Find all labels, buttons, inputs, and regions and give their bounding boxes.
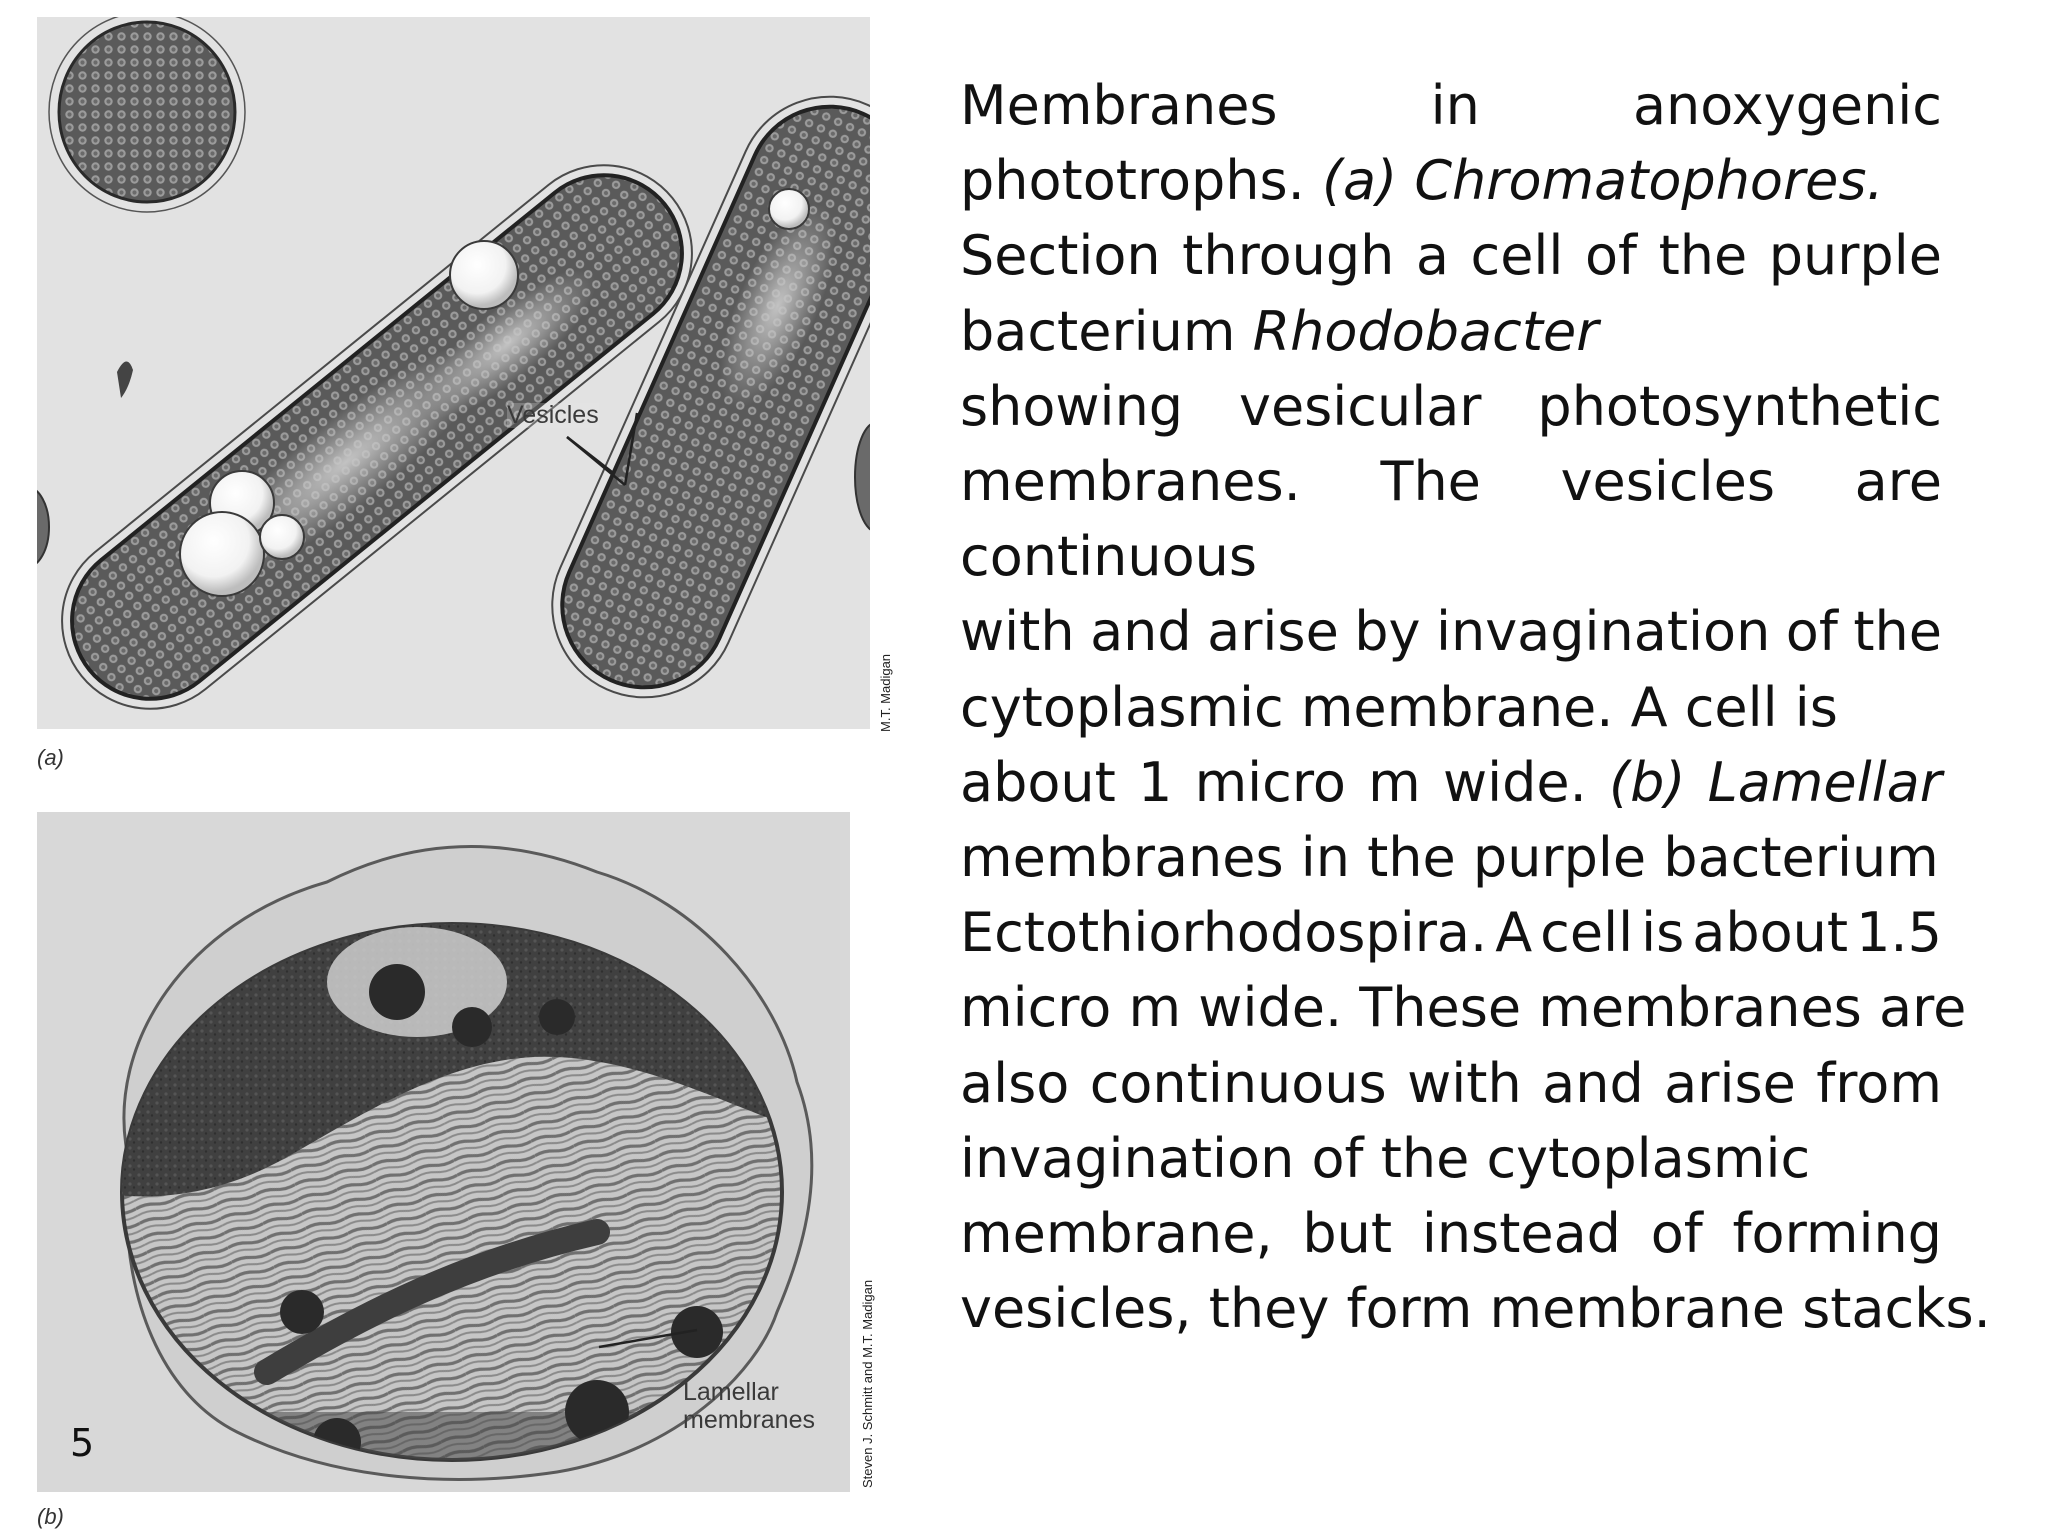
caption-line-4 xyxy=(960,294,1942,369)
caption-italic-word: 1.5 xyxy=(1856,901,1942,965)
caption-word: by xyxy=(1354,600,1421,664)
caption-line-7: continuous xyxy=(960,525,1257,589)
caption-line-14 xyxy=(960,1046,1942,1121)
caption-word: of xyxy=(1584,224,1638,288)
caption-word: with xyxy=(1407,1051,1522,1115)
caption-word: instead xyxy=(1421,1202,1621,1266)
caption-italic-text: Rhodobacter xyxy=(1252,299,1599,363)
caption-word: forming xyxy=(1732,1202,1942,1266)
caption-word: but xyxy=(1302,1202,1393,1266)
caption-line-6 xyxy=(960,444,1942,519)
caption-text: phototrophs. xyxy=(960,149,1322,213)
caption-italic-word: (b) xyxy=(1609,750,1686,814)
caption-word: in xyxy=(1430,74,1480,137)
caption-word: the xyxy=(1658,224,1748,288)
caption-word: Section xyxy=(960,224,1161,288)
caption-word: the xyxy=(1853,600,1942,664)
caption-line-9: cytoplasmic membrane. A cell is xyxy=(960,675,1838,739)
caption-word: a xyxy=(1415,224,1449,288)
lamellar-membranes-label xyxy=(683,1378,815,1434)
caption-line-3 xyxy=(960,218,1942,293)
caption-line-16 xyxy=(960,1196,1942,1271)
caption-text: bacterium xyxy=(960,299,1253,363)
caption-word: m xyxy=(1368,750,1421,814)
caption-word: anoxygenic xyxy=(1632,74,1942,137)
caption-italic-word: Ectothiorhodospira. xyxy=(960,901,1488,965)
caption-word: continuous xyxy=(1089,1051,1387,1115)
slide-number: 5 xyxy=(70,1421,95,1465)
lamellar-label-line2: membranes xyxy=(683,1406,815,1434)
caption-word: arise xyxy=(1207,600,1339,664)
figure-caption xyxy=(960,68,1991,1346)
credit-panel-b: Steven J. Schmitt and M.T. Madigan xyxy=(860,1279,875,1488)
caption-word: membrane, xyxy=(960,1202,1273,1266)
caption-word: vesicular xyxy=(1238,374,1482,438)
caption-line-12 xyxy=(960,895,1942,970)
caption-word: through xyxy=(1182,224,1395,288)
caption-line-15: invagination of the cytoplasmic xyxy=(960,1126,1811,1190)
chromatophores-micrograph xyxy=(37,17,870,729)
caption-italic-word: about xyxy=(1692,901,1849,965)
caption-line-10 xyxy=(960,745,1942,820)
caption-italic-text: (a) Chromatophores. xyxy=(1321,149,1884,213)
panel-b-label: (b) xyxy=(37,1504,64,1529)
caption-line-5 xyxy=(960,369,1942,444)
caption-word: also xyxy=(960,1051,1070,1115)
caption-word: and xyxy=(1542,1051,1644,1115)
caption-word: of xyxy=(1785,600,1838,664)
caption-word: with xyxy=(960,600,1075,664)
credit-panel-a: M.T. Madigan xyxy=(878,653,893,732)
caption-word: 1 xyxy=(1138,750,1173,814)
caption-word: are xyxy=(1854,450,1942,514)
caption-italic-word: Lamellar xyxy=(1707,750,1942,814)
caption-word: cell xyxy=(1470,224,1564,288)
caption-word: arise xyxy=(1664,1051,1796,1115)
caption-word: Membranes xyxy=(960,74,1278,137)
caption-italic-word: A xyxy=(1495,901,1533,965)
caption-line-2 xyxy=(960,143,1942,218)
panel-a-label: (a) xyxy=(37,745,64,770)
caption-italic-word: is xyxy=(1641,901,1685,965)
caption-line-17: vesicles, they form membrane stacks. xyxy=(960,1277,1991,1341)
caption-word: about xyxy=(960,750,1116,814)
lamellar-label-line1: Lamellar xyxy=(683,1378,779,1406)
caption-word: vesicles xyxy=(1560,450,1775,514)
caption-italic-word: cell xyxy=(1540,901,1634,965)
caption-line-8 xyxy=(960,594,1942,669)
caption-word: from xyxy=(1816,1051,1942,1115)
caption-word: wide. xyxy=(1442,750,1587,814)
caption-word: The xyxy=(1380,450,1481,514)
caption-word: photosynthetic xyxy=(1537,374,1942,438)
caption-word: and xyxy=(1090,600,1192,664)
caption-word: invagination xyxy=(1436,600,1771,664)
caption-line-11: membranes in the purple bacterium xyxy=(960,826,1939,890)
caption-line-1 xyxy=(960,68,1942,143)
caption-line-13: micro m wide. These membranes are xyxy=(960,976,1967,1040)
vesicles-label: Vesicles xyxy=(507,401,599,429)
caption-word: membranes. xyxy=(960,450,1301,514)
caption-word: micro xyxy=(1194,750,1346,814)
caption-word: showing xyxy=(960,374,1184,438)
caption-word: of xyxy=(1650,1202,1703,1266)
micrograph-panel-a xyxy=(37,17,870,729)
caption-word: purple xyxy=(1768,224,1942,288)
micrograph-panel-b xyxy=(37,812,850,1492)
